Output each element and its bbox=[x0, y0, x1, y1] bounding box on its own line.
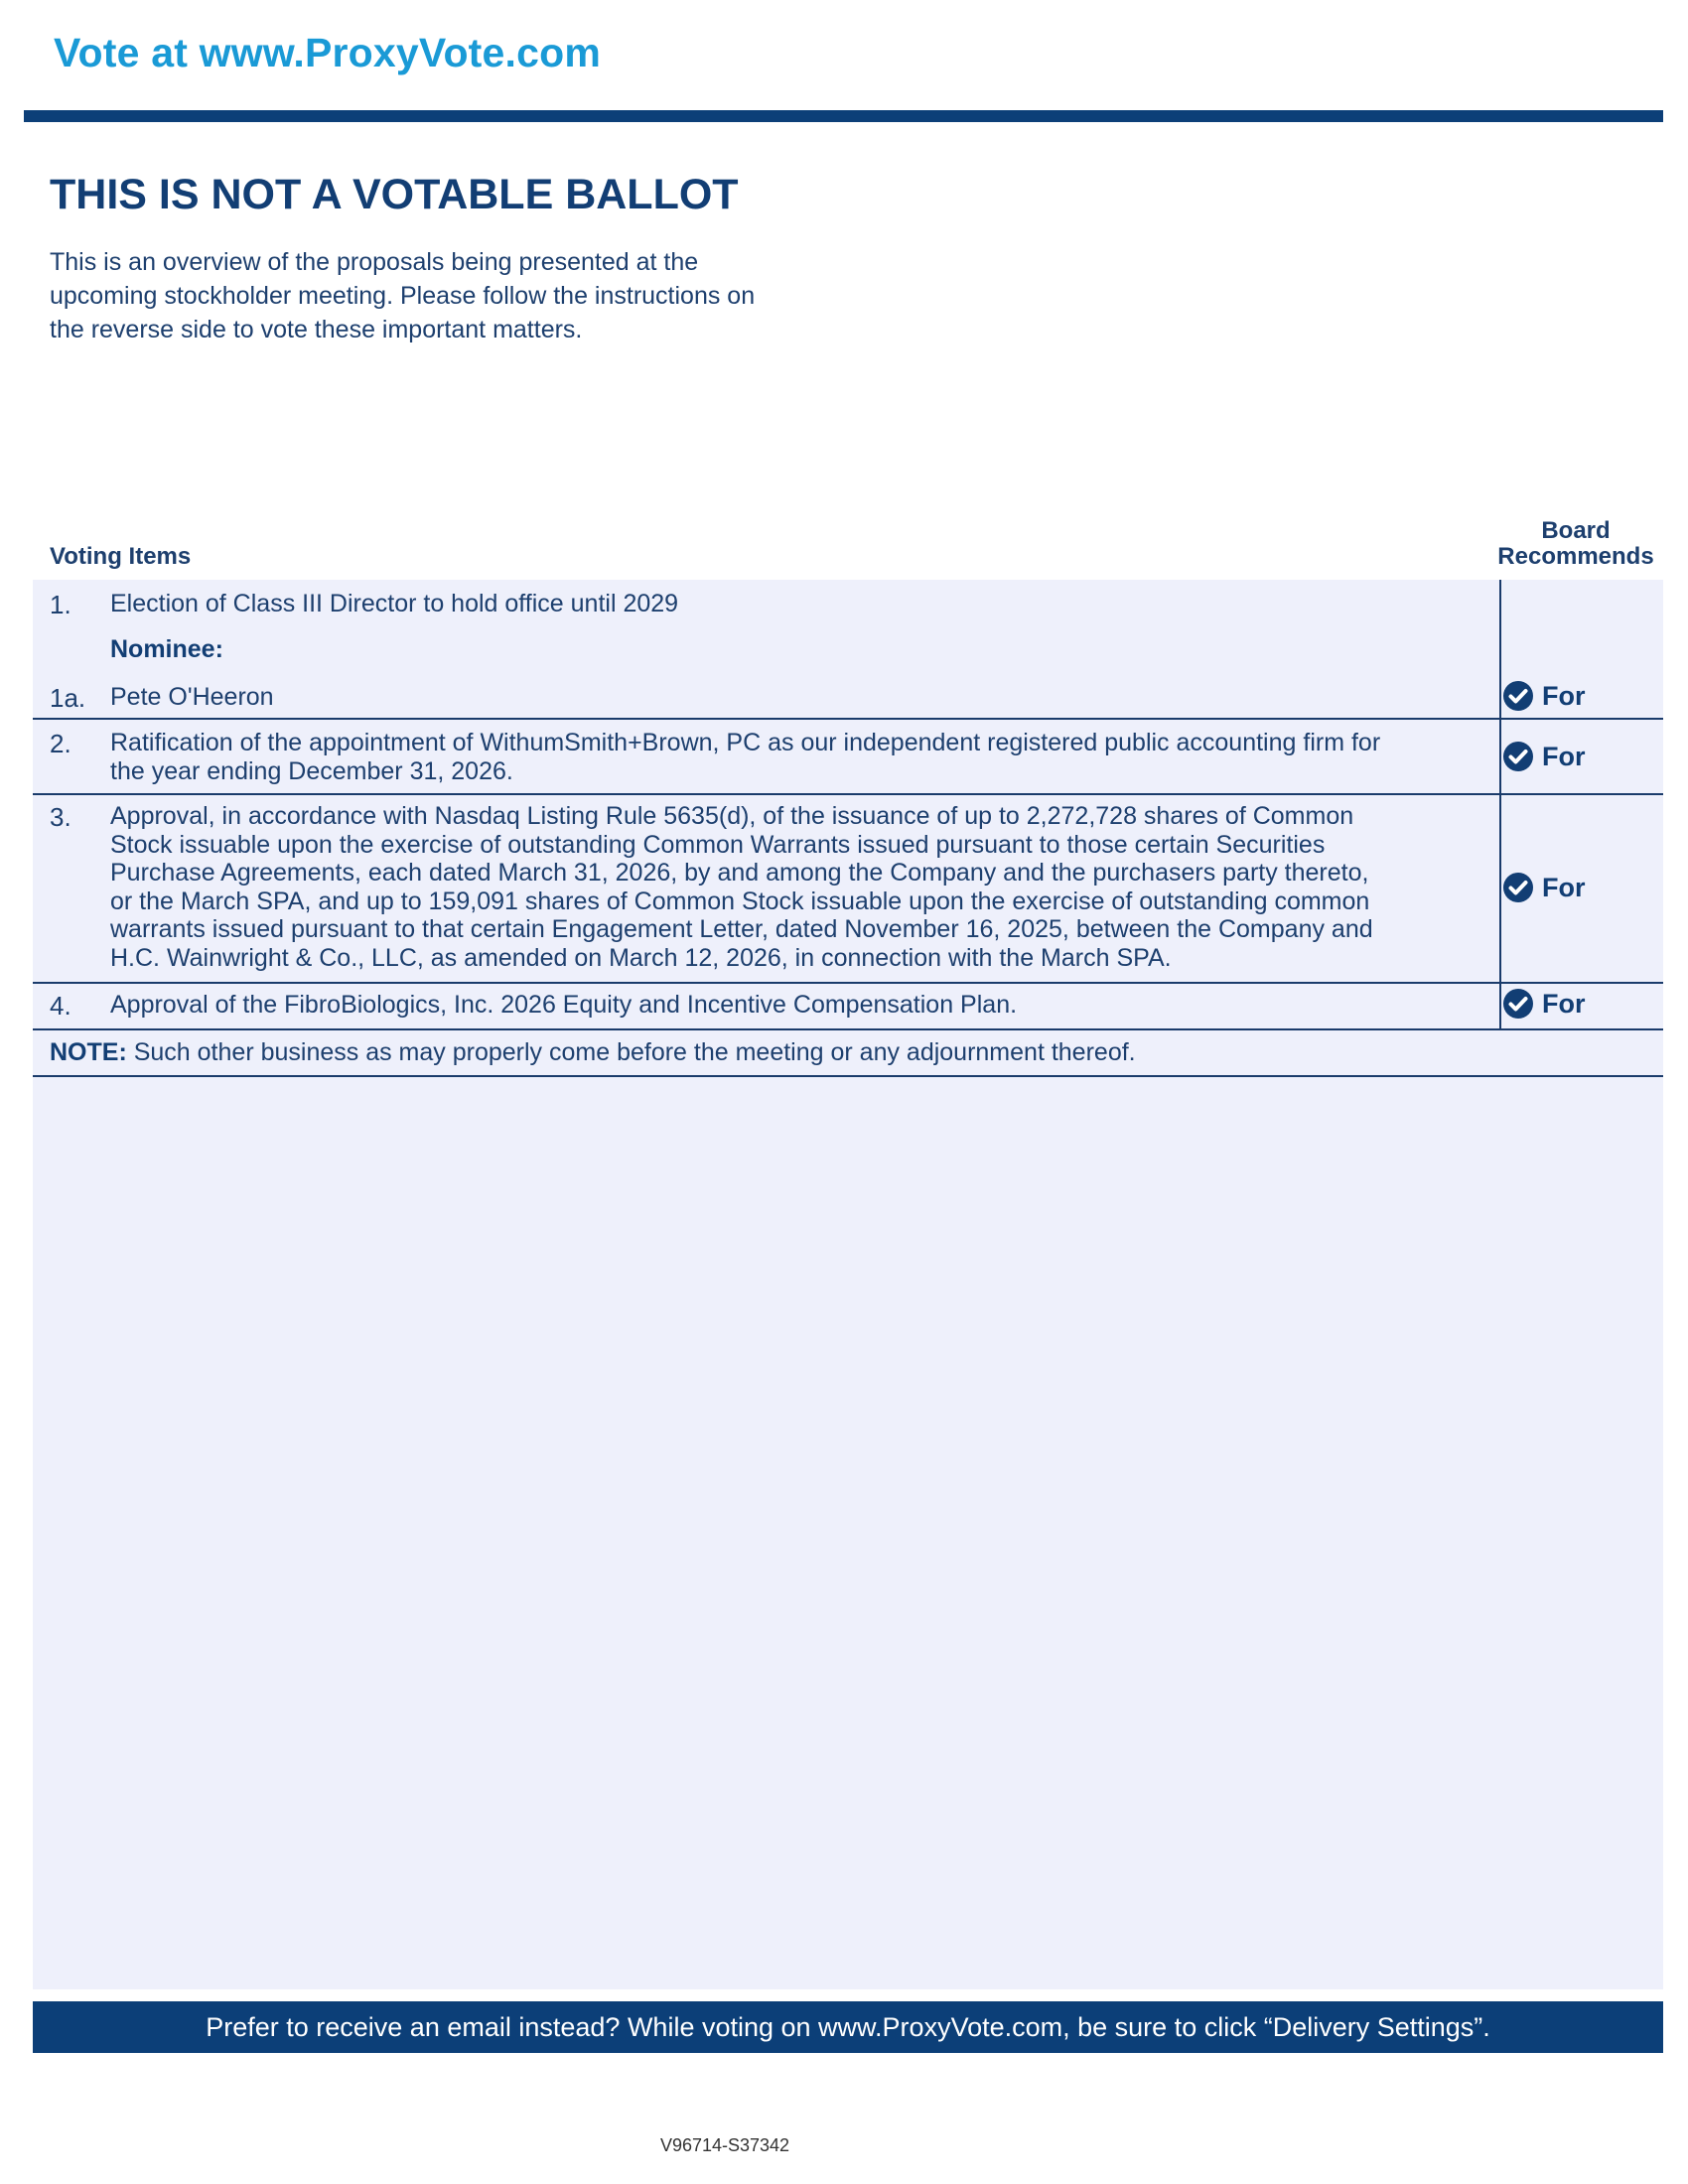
recommendation-value: For bbox=[1542, 741, 1586, 771]
page-title: THIS IS NOT A VOTABLE BALLOT bbox=[50, 171, 739, 218]
recommendation-value: For bbox=[1542, 680, 1586, 711]
recommendation-value: For bbox=[1542, 872, 1586, 902]
row-separator bbox=[33, 982, 1663, 984]
note-text: Such other business as may properly come before the meeting or any adjournment thereof. bbox=[126, 1038, 1136, 1066]
document-code: V96714-S37342 bbox=[659, 2135, 790, 2155]
note-label: NOTE: bbox=[50, 1038, 127, 1066]
item-text: Approval of the FibroBiologics, Inc. 2026 Equity and Incentive Compensation Plan. bbox=[110, 991, 1018, 1019]
item-text-line: Stock issuable upon the exercise of outstanding Common Warrants issued pursuant to those certain Securities bbox=[110, 830, 1326, 859]
item-number: 3. bbox=[50, 802, 71, 832]
row-separator bbox=[33, 793, 1663, 795]
recommendation bbox=[1502, 988, 1586, 1020]
recommendation bbox=[1502, 741, 1586, 772]
item-text: Election of Class III Director to hold office until 2029 bbox=[110, 590, 679, 617]
check-circle-icon bbox=[1502, 872, 1534, 903]
item-text-line: warrants issued pursuant to that certain Engagement Letter, dated November 16, 2025, between the Company and bbox=[110, 915, 1373, 943]
row-separator bbox=[33, 1075, 1663, 1077]
item-text bbox=[110, 729, 1484, 785]
check-circle-icon bbox=[1502, 680, 1534, 712]
column-divider bbox=[1499, 983, 1501, 1028]
intro-line: upcoming stockholder meeting. Please follow the instructions on bbox=[50, 282, 756, 310]
delivery-settings-banner bbox=[33, 2001, 1663, 2053]
recommendation-value: For bbox=[1542, 988, 1586, 1019]
column-divider bbox=[1499, 794, 1501, 983]
check-circle-icon bbox=[1502, 988, 1534, 1020]
recommendation bbox=[1502, 680, 1586, 712]
board-recommends-line1: Board bbox=[1541, 517, 1611, 544]
nominee-label: Nominee: bbox=[110, 635, 223, 663]
delivery-settings-text: Prefer to receive an email instead? While voting on www.ProxyVote.com, be sure to click “Delivery Settings”. bbox=[206, 2011, 1490, 2042]
item-number: 1. bbox=[50, 590, 71, 619]
note bbox=[50, 1038, 1136, 1067]
item-text-line: or the March SPA, and up to 159,091 shares of Common Stock issuable upon the exercise of outstanding common bbox=[110, 887, 1370, 915]
intro-line: the reverse side to vote these important matters. bbox=[50, 316, 583, 343]
intro-paragraph bbox=[50, 245, 834, 346]
item-text-line: H.C. Wainwright & Co., LLC, as amended on March 12, 2026, in connection with the March SPA. bbox=[110, 943, 1172, 972]
voting-items-header: Voting Items bbox=[50, 543, 192, 570]
board-recommends-line2: Recommends bbox=[1497, 543, 1654, 570]
header-rule bbox=[24, 110, 1663, 122]
item-text-line: the year ending December 31, 2026. bbox=[110, 756, 513, 785]
column-divider bbox=[1499, 719, 1501, 794]
column-divider bbox=[1499, 580, 1501, 719]
row-separator bbox=[33, 1028, 1663, 1030]
item-number: 2. bbox=[50, 729, 71, 758]
vote-site-title: Vote at www.ProxyVote.com bbox=[54, 30, 602, 75]
item-text-line: Purchase Agreements, each dated March 31, 2026, by and among the Company and the purchasers party thereto, bbox=[110, 859, 1369, 887]
board-recommends-header bbox=[1492, 518, 1659, 570]
item-text bbox=[110, 802, 1484, 972]
row-separator bbox=[33, 718, 1663, 720]
recommendation bbox=[1502, 872, 1586, 903]
item-number: 1a. bbox=[50, 683, 86, 713]
voting-items-panel bbox=[33, 580, 1663, 1989]
item-text-line: Ratification of the appointment of WithumSmith+Brown, PC as our independent registered public accounting firm for bbox=[110, 729, 1381, 756]
item-text: Pete O'Heeron bbox=[110, 683, 274, 711]
check-circle-icon bbox=[1502, 741, 1534, 772]
item-text-line: Approval, in accordance with Nasdaq Listing Rule 5635(d), of the issuance of up to 2,272,728 shares of Common bbox=[110, 802, 1354, 830]
item-number: 4. bbox=[50, 991, 71, 1021]
intro-line: This is an overview of the proposals being presented at the bbox=[50, 248, 699, 276]
